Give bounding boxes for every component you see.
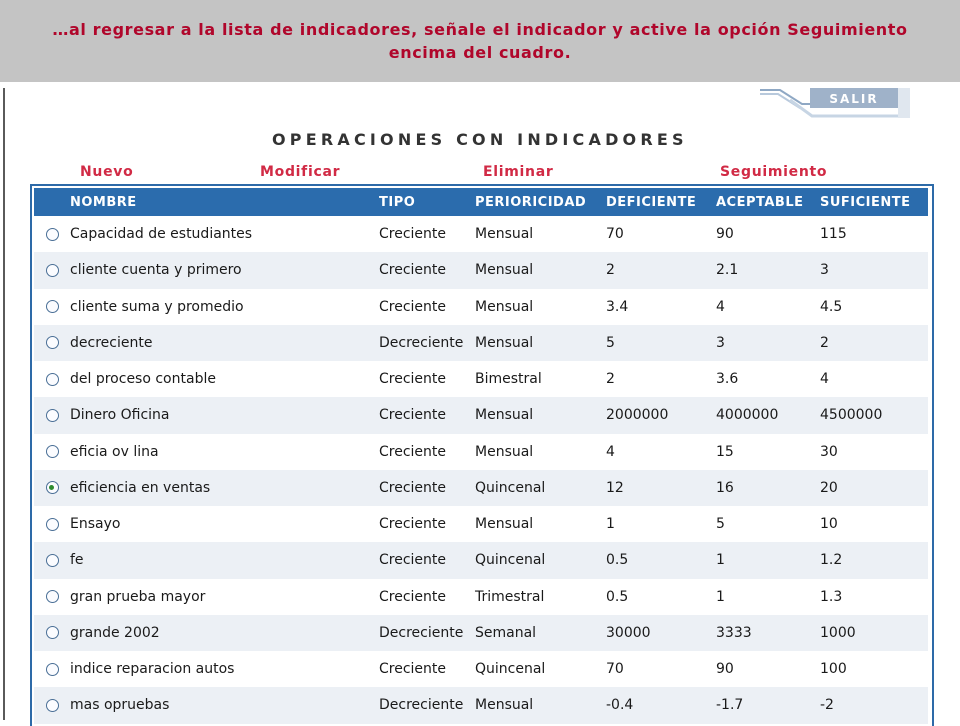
cell-nombre: eficiencia en ventas [70, 479, 211, 496]
cell-deficiente: 5 [606, 334, 615, 351]
cell-tipo: Decreciente [379, 334, 464, 351]
table-row[interactable] [34, 651, 928, 687]
cell-suficiente: 100 [820, 661, 847, 678]
cell-suficiente: 30 [820, 443, 838, 460]
cell-tipo: Creciente [379, 407, 447, 424]
cell-periodicidad: Mensual [475, 407, 534, 424]
row-radio-button[interactable] [46, 445, 59, 458]
cell-periodicidad: Mensual [475, 516, 534, 533]
cell-tipo: Creciente [379, 588, 447, 605]
cell-suficiente: 1.2 [820, 552, 843, 569]
cell-tipo: Creciente [379, 226, 447, 243]
cell-aceptable: 90 [716, 661, 734, 678]
cell-suficiente: 4.5 [820, 298, 843, 315]
cell-tipo: Creciente [379, 661, 447, 678]
cell-periodicidad: Semanal [475, 624, 537, 641]
indicators-table-frame [30, 184, 934, 726]
table-row[interactable] [34, 361, 928, 397]
modificar-link[interactable]: Modificar [260, 164, 341, 180]
row-radio-button[interactable] [46, 626, 59, 639]
cell-periodicidad: Mensual [475, 226, 534, 243]
cell-aceptable: 2.1 [716, 262, 739, 279]
row-select-cell[interactable] [34, 397, 70, 433]
header-periodicidad[interactable]: PERIORICIDAD [475, 194, 587, 210]
cell-aceptable: 3 [716, 334, 725, 351]
cell-deficiente: 3.4 [606, 298, 629, 315]
row-radio-button[interactable] [46, 373, 59, 386]
cell-aceptable: 1 [716, 552, 725, 569]
cell-suficiente: 20 [820, 479, 838, 496]
cell-aceptable: 15 [716, 443, 734, 460]
row-select-cell[interactable] [34, 325, 70, 361]
cell-aceptable: 4 [716, 298, 725, 315]
cell-periodicidad: Mensual [475, 298, 534, 315]
cell-tipo: Creciente [379, 298, 447, 315]
cell-periodicidad: Quincenal [475, 661, 546, 678]
cell-nombre: Ensayo [70, 516, 121, 533]
row-select-cell[interactable] [34, 615, 70, 651]
row-radio-button[interactable] [46, 590, 59, 603]
cell-periodicidad: Bimestral [475, 371, 542, 388]
cell-suficiente: 4500000 [820, 407, 883, 424]
row-select-cell[interactable] [34, 361, 70, 397]
row-radio-button[interactable] [46, 554, 59, 567]
cell-aceptable: 4000000 [716, 407, 779, 424]
cell-periodicidad: Mensual [475, 697, 534, 714]
row-radio-button[interactable] [46, 228, 59, 241]
table-row[interactable] [34, 687, 928, 723]
row-select-cell[interactable] [34, 470, 70, 506]
cell-periodicidad: Mensual [475, 262, 534, 279]
salir-label[interactable]: SALIR [829, 92, 879, 106]
table-row[interactable] [34, 579, 928, 615]
cell-deficiente: 0.5 [606, 588, 629, 605]
cell-deficiente: -0.4 [606, 697, 634, 714]
cell-deficiente: 4 [606, 443, 615, 460]
row-radio-button[interactable] [46, 336, 59, 349]
cell-tipo: Creciente [379, 443, 447, 460]
cell-tipo: Decreciente [379, 624, 464, 641]
cell-deficiente: 12 [606, 479, 624, 496]
seguimiento-link[interactable]: Seguimiento [720, 164, 828, 180]
row-radio-button[interactable] [46, 481, 59, 494]
header-suficiente[interactable]: SUFICIENTE [820, 194, 911, 210]
nuevo-link[interactable]: Nuevo [80, 164, 134, 180]
table-header-row [34, 188, 928, 216]
cell-periodicidad: Quincenal [475, 552, 546, 569]
cell-deficiente: 0.5 [606, 552, 629, 569]
cell-tipo: Decreciente [379, 697, 464, 714]
cell-nombre: decreciente [70, 334, 153, 351]
salir-tab[interactable] [760, 88, 960, 128]
table-row[interactable] [34, 434, 928, 470]
cell-nombre: cliente cuenta y primero [70, 262, 242, 279]
row-select-cell[interactable] [34, 651, 70, 687]
table-body [34, 216, 928, 724]
cell-suficiente: -2 [820, 697, 834, 714]
cell-tipo: Creciente [379, 516, 447, 533]
header-select [34, 188, 70, 216]
row-radio-button[interactable] [46, 264, 59, 277]
table-row[interactable] [34, 325, 928, 361]
eliminar-link[interactable]: Eliminar [483, 164, 554, 180]
row-radio-button[interactable] [46, 409, 59, 422]
row-select-cell[interactable] [34, 506, 70, 542]
cell-deficiente: 2000000 [606, 407, 669, 424]
row-select-cell[interactable] [34, 579, 70, 615]
cell-nombre: fe [70, 552, 84, 569]
cell-periodicidad: Mensual [475, 443, 534, 460]
cell-suficiente: 4 [820, 371, 829, 388]
header-nombre[interactable]: NOMBRE [70, 194, 137, 210]
table-row[interactable] [34, 615, 928, 651]
table-row[interactable] [34, 216, 928, 252]
cell-deficiente: 30000 [606, 624, 651, 641]
header-aceptable[interactable]: ACEPTABLE [716, 194, 804, 210]
table-row[interactable] [34, 506, 928, 542]
cell-nombre: indice reparacion autos [70, 661, 235, 678]
indicators-table [34, 188, 928, 724]
row-radio-button[interactable] [46, 699, 59, 712]
cell-nombre: grande 2002 [70, 624, 160, 641]
cell-aceptable: 5 [716, 516, 725, 533]
cell-deficiente: 1 [606, 516, 615, 533]
row-radio-button[interactable] [46, 300, 59, 313]
cell-nombre: cliente suma y promedio [70, 298, 244, 315]
cell-aceptable: 16 [716, 479, 734, 496]
cell-aceptable: 90 [716, 226, 734, 243]
row-select-cell[interactable] [34, 687, 70, 723]
header-deficiente[interactable]: DEFICIENTE [606, 194, 697, 210]
cell-periodicidad: Quincenal [475, 479, 546, 496]
table-row[interactable] [34, 397, 928, 433]
table-row[interactable] [34, 542, 928, 578]
cell-aceptable: 3333 [716, 624, 752, 641]
caption-text: …al regresar a la lista de indicadores, señale el indicador y active la opción Seguimiento encima del cuadro. [52, 20, 908, 62]
row-select-cell[interactable] [34, 252, 70, 288]
cell-suficiente: 115 [820, 226, 847, 243]
cell-deficiente: 2 [606, 262, 615, 279]
cell-nombre: Capacidad de estudiantes [70, 226, 253, 243]
cell-deficiente: 70 [606, 661, 624, 678]
cell-suficiente: 2 [820, 334, 829, 351]
row-select-cell[interactable] [34, 216, 70, 252]
table-row[interactable] [34, 252, 928, 288]
cell-nombre: del proceso contable [70, 371, 216, 388]
cell-tipo: Creciente [379, 371, 447, 388]
cell-suficiente: 1000 [820, 624, 856, 641]
cell-nombre: eficia ov lina [70, 443, 159, 460]
cell-periodicidad: Trimestral [475, 588, 545, 605]
row-select-cell[interactable] [34, 289, 70, 325]
header-tipo[interactable]: TIPO [379, 194, 416, 210]
row-radio-button[interactable] [46, 518, 59, 531]
left-divider [3, 88, 5, 720]
cell-tipo: Creciente [379, 262, 447, 279]
cell-suficiente: 10 [820, 516, 838, 533]
cell-aceptable: -1.7 [716, 697, 744, 714]
row-select-cell[interactable] [34, 542, 70, 578]
cell-nombre: gran prueba mayor [70, 588, 206, 605]
table-row[interactable] [34, 289, 928, 325]
slide-caption [0, 0, 960, 82]
cell-tipo: Creciente [379, 479, 447, 496]
table-row[interactable] [34, 470, 928, 506]
cell-aceptable: 1 [716, 588, 725, 605]
cell-suficiente: 1.3 [820, 588, 843, 605]
cell-deficiente: 2 [606, 371, 615, 388]
cell-nombre: mas opruebas [70, 697, 170, 714]
cell-suficiente: 3 [820, 262, 829, 279]
cell-periodicidad: Mensual [475, 334, 534, 351]
row-radio-button[interactable] [46, 663, 59, 676]
cell-deficiente: 70 [606, 226, 624, 243]
row-select-cell[interactable] [34, 434, 70, 470]
cell-tipo: Creciente [379, 552, 447, 569]
cell-nombre: Dinero Oficina [70, 407, 170, 424]
page-title: OPERACIONES CON INDICADORES [272, 130, 688, 149]
cell-aceptable: 3.6 [716, 371, 739, 388]
